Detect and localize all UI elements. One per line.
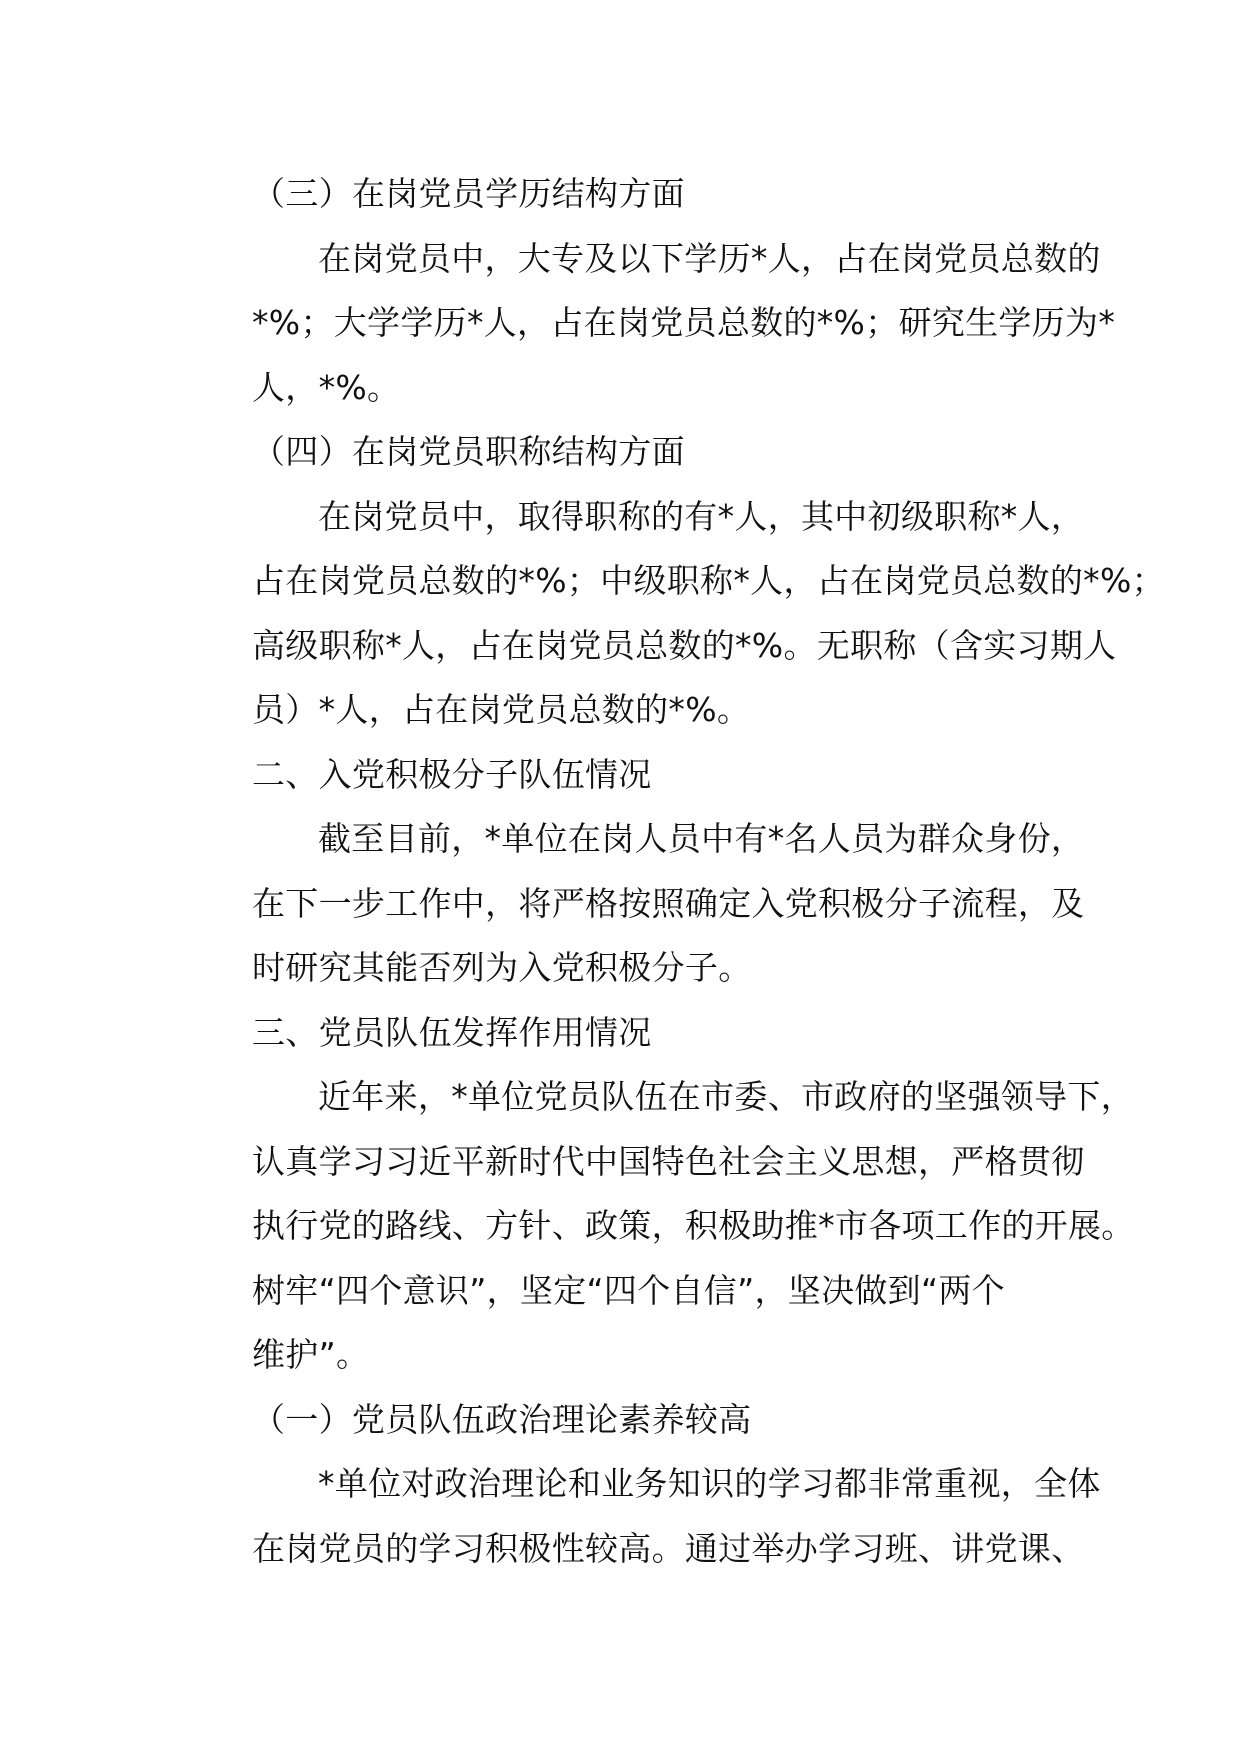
text-line: 在岗党员的学习积极性较高。通过举办学习班、讲党课、 — [252, 1528, 1085, 1568]
text-line: 高级职称*人，占在岗党员总数的*%。无职称（含实习期人 — [252, 625, 1117, 665]
text-line: （三）在岗党员学历结构方面 — [252, 174, 685, 213]
text-line: 近年来，*单位党员队伍在市委、市政府的坚强领导下， — [318, 1077, 1134, 1116]
section-heading-role — [186, 1001, 1086, 1066]
text-line: 认真学习习近平新时代中国特色社会主义思想，严格贯彻 — [252, 1141, 1085, 1181]
section-heading-title — [186, 420, 1086, 485]
text-line: 树牢“四个意识”，坚定“四个自信”，坚决做到“两个 — [252, 1270, 1005, 1310]
paragraph-title — [186, 485, 1165, 743]
text-line: 占在岗党员总数的*%；中级职称*人，占在岗党员总数的*%； — [252, 561, 1165, 600]
paragraph-activists — [186, 807, 1086, 1001]
paragraph-education — [186, 227, 1116, 421]
text-line: 二、入党积极分子队伍情况 — [252, 754, 652, 794]
text-line: 维护”。 — [252, 1335, 370, 1374]
text-line: *%；大学学历*人，占在岗党员总数的*%；研究生学历为* — [252, 303, 1116, 342]
text-line: （四）在岗党员职称结构方面 — [252, 432, 685, 471]
text-line: 在下一步工作中，将严格按照确定入党积极分子流程，及 — [252, 883, 1085, 923]
text-line: 执行党的路线、方针、政策，积极助推*市各项工作的开展。 — [252, 1206, 1135, 1245]
section-heading-activists — [186, 743, 1086, 808]
text-line: *单位对政治理论和业务知识的学习都非常重视，全体 — [318, 1464, 1101, 1503]
text-line: 人，*%。 — [252, 367, 401, 407]
text-line: 三、党员队伍发挥作用情况 — [252, 1012, 652, 1052]
text-line: 截至目前，*单位在岗人员中有*名人员为群众身份， — [318, 819, 1085, 858]
section-heading-theory — [186, 1388, 1086, 1453]
text-line: （一）党员队伍政治理论素养较高 — [252, 1399, 752, 1439]
text-line: 时研究其能否列为入党积极分子。 — [252, 948, 752, 987]
text-line: 员）*人，占在岗党员总数的*%。 — [252, 690, 751, 729]
text-line: 在岗党员中，取得职称的有*人，其中初级职称*人， — [318, 496, 1085, 536]
paragraph-theory — [186, 1452, 1101, 1581]
text-line: 在岗党员中，大专及以下学历*人，占在岗党员总数的 — [318, 238, 1101, 278]
document-body — [186, 162, 1165, 1581]
paragraph-role — [186, 1065, 1135, 1388]
section-heading-education — [186, 162, 1086, 227]
